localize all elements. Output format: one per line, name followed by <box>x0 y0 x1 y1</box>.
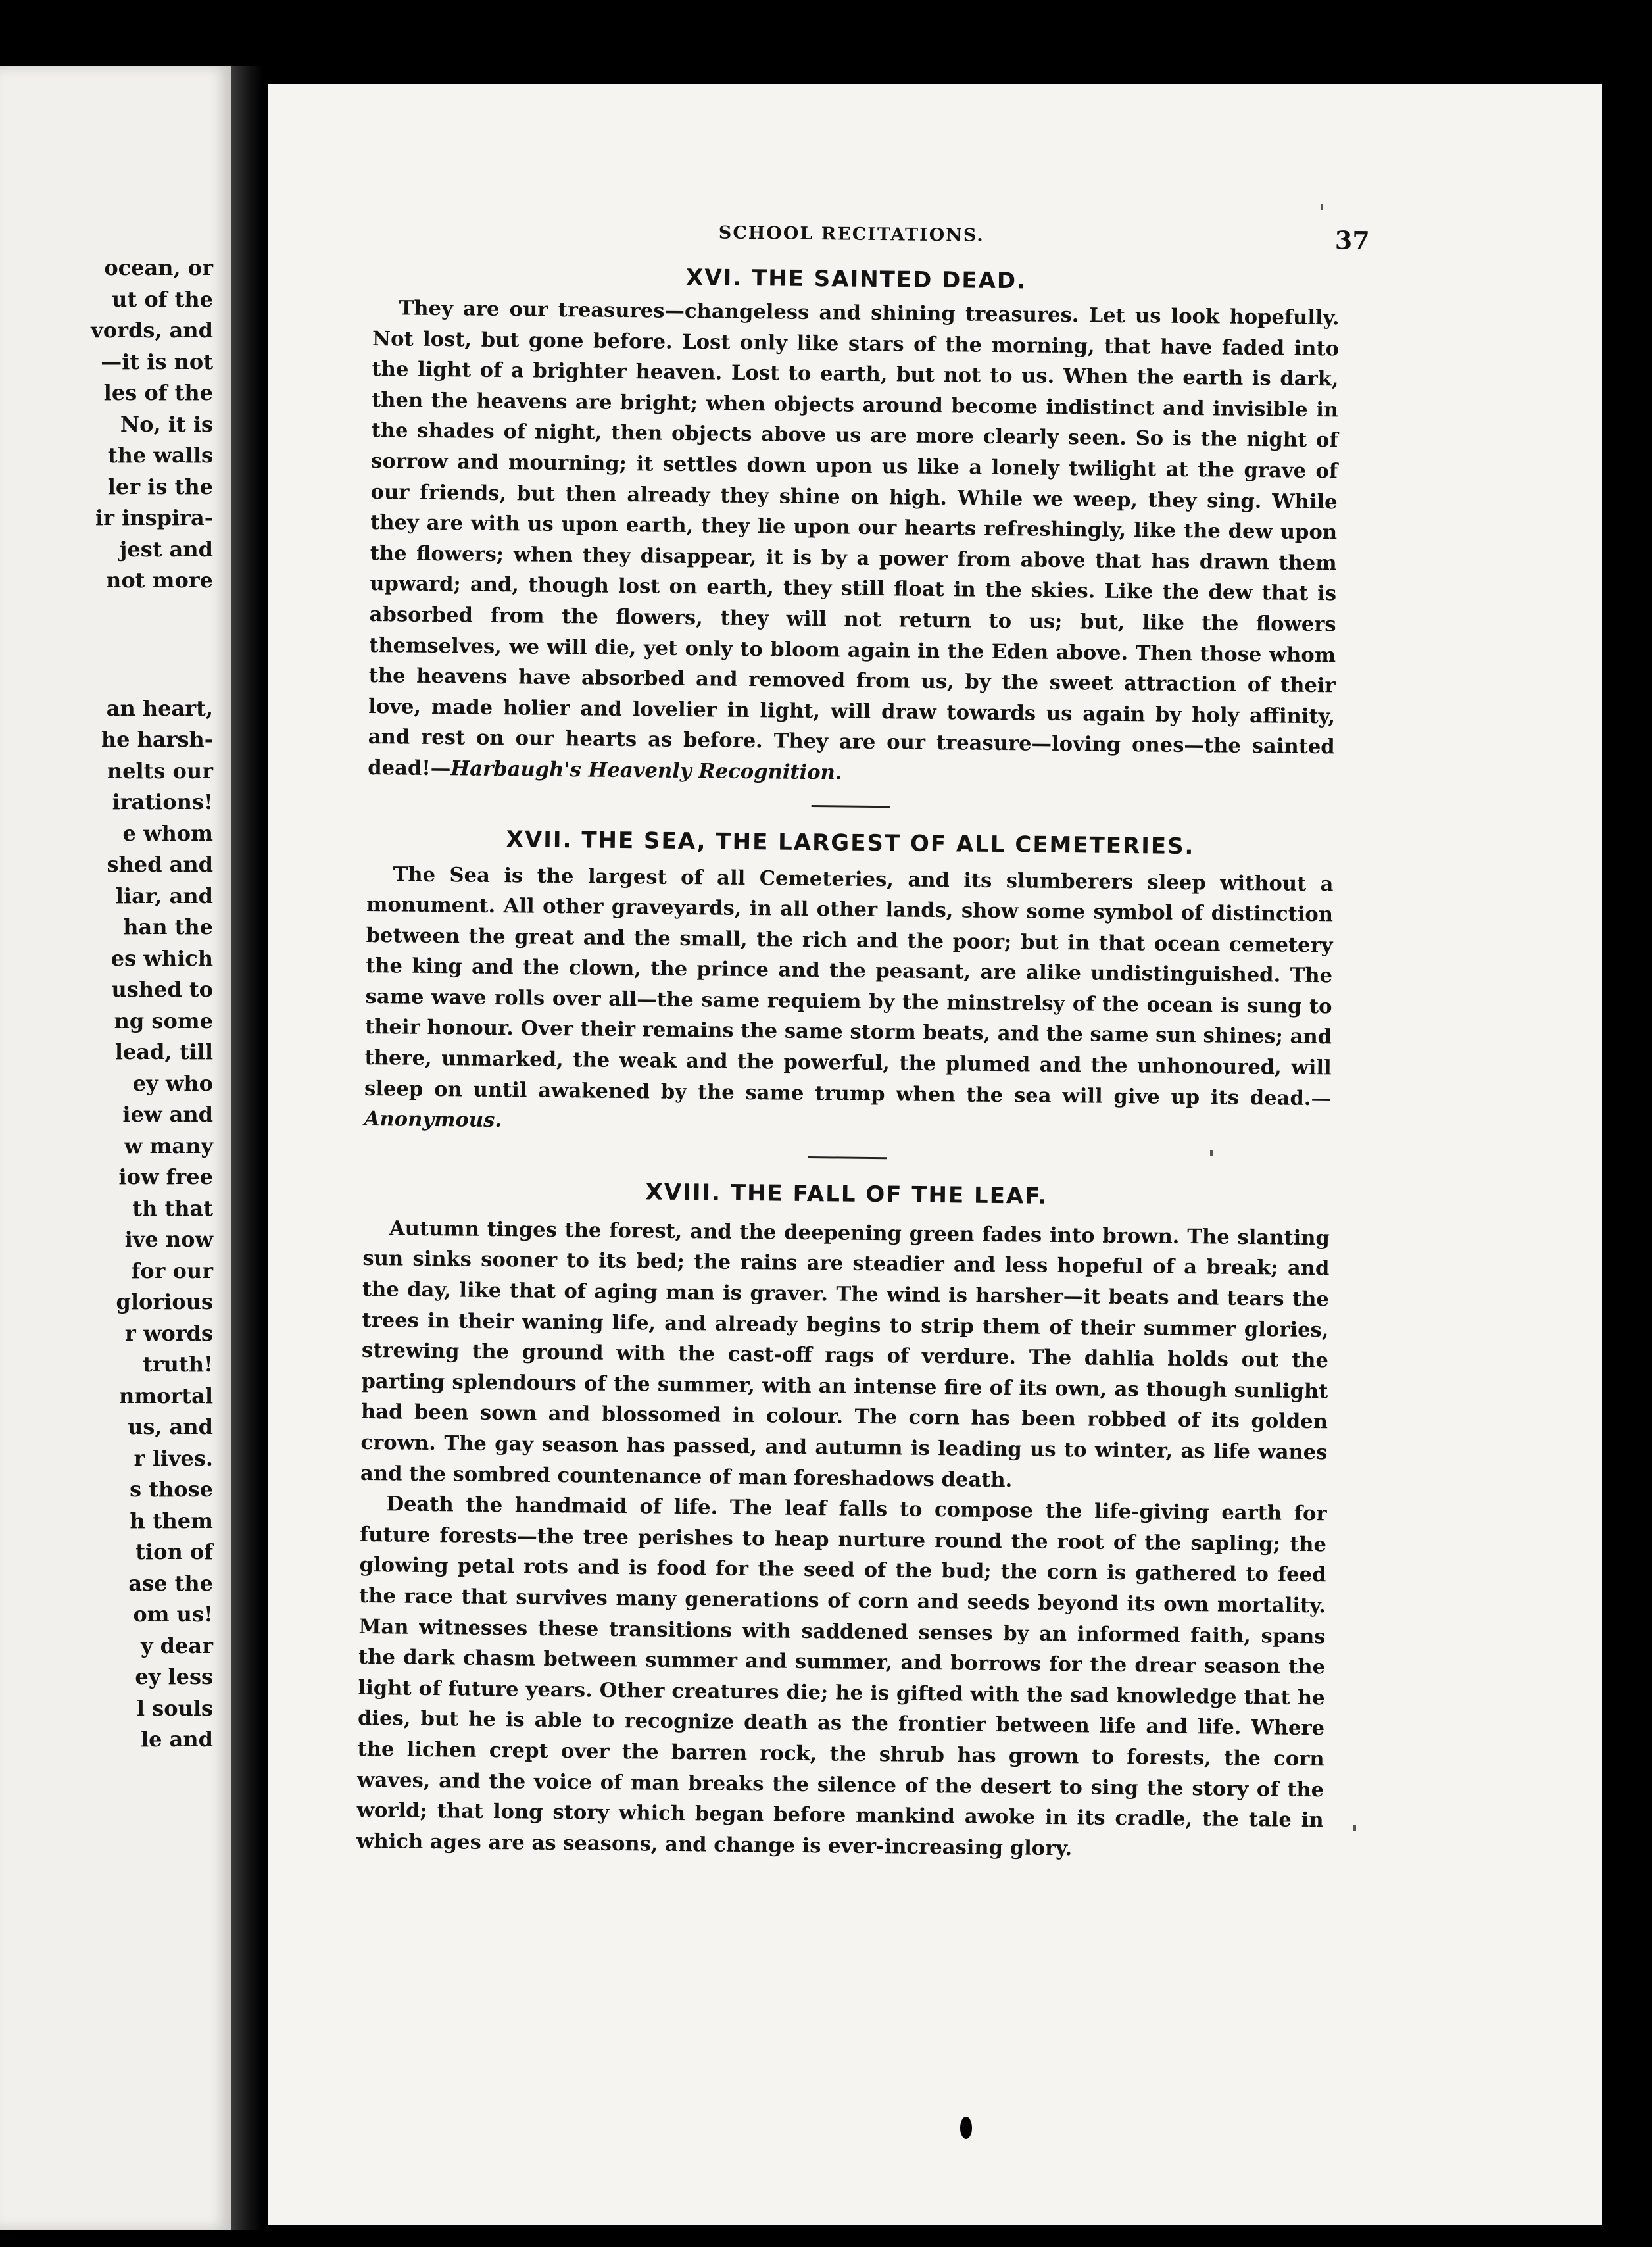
section-title: XVI. THE SAINTED DEAD. <box>685 264 1027 295</box>
ink-speck <box>1321 204 1323 210</box>
attribution: Harbaugh's Heavenly Recognition. <box>450 756 842 785</box>
previous-page-line: ushed to <box>111 977 213 1002</box>
attribution: Anonymous. <box>364 1107 502 1133</box>
previous-page-line: w many <box>124 1133 213 1158</box>
previous-page-line: shed and <box>107 852 213 877</box>
previous-page-line: e whom <box>122 820 213 846</box>
previous-page-line: ocean, or <box>104 255 213 280</box>
previous-page-line: iow free <box>118 1164 213 1189</box>
previous-page-line: han the <box>123 914 213 939</box>
previous-page-line: ler is the <box>107 474 213 499</box>
previous-page-line: nmortal <box>119 1383 213 1408</box>
previous-page-line: vords, and <box>91 318 213 343</box>
ink-blot <box>960 2117 972 2139</box>
previous-page-line: h them <box>130 1508 213 1533</box>
ink-speck <box>1210 1150 1213 1156</box>
section-title: XVIII. THE FALL OF THE LEAF. <box>645 1179 1048 1210</box>
page-number: 37 <box>1334 225 1370 255</box>
section-title: XVII. THE SEA, THE LARGEST OF ALL CEMETERIES. <box>506 826 1195 860</box>
page-content <box>356 219 1370 1867</box>
previous-page-line: y dear <box>140 1633 213 1658</box>
previous-page-line: an heart, <box>106 695 213 721</box>
previous-page-text <box>0 253 213 1756</box>
previous-page-line: nelts our <box>107 758 213 783</box>
previous-page-line: for our <box>131 1258 213 1283</box>
previous-page-line: ng some <box>114 1008 213 1033</box>
section-body <box>368 293 1340 793</box>
previous-page-line: om us! <box>133 1602 213 1627</box>
book-gutter <box>231 66 263 2230</box>
previous-page-line: lead, till <box>114 1039 213 1064</box>
section-sea-cemeteries <box>364 822 1334 1145</box>
previous-page-line: l souls <box>136 1695 213 1721</box>
running-head: SCHOOL RECITATIONS. <box>718 222 984 246</box>
previous-page-line: truth! <box>143 1352 213 1377</box>
previous-page-line: the walls <box>107 443 213 468</box>
book-page <box>268 84 1602 2225</box>
previous-page-line: —it is not <box>101 349 213 374</box>
previous-page-line: es which <box>110 945 213 971</box>
previous-page-line: jest and <box>119 536 213 562</box>
previous-page-line: ey who <box>132 1070 213 1096</box>
previous-page-line: les of the <box>103 380 213 405</box>
section-divider <box>808 1156 887 1159</box>
ink-speck <box>1353 1825 1356 1831</box>
previous-page-line: ir inspira- <box>95 505 213 530</box>
body-text: The Sea is the largest of all Cemeteries, and its slumberers sleep without a monument. All other graveyards, in all other lands, show some symbol of distinction between the great and the small, the rich and the poor; but in that ocean cemetery the king and the clown, the prince and the peasant, are alike undistinguished. The same wave rolls over all—the same requiem by the minstrelsy of the ocean is sung to their honour. Over their remains the same storm beats, and the same sun shines; and there, unmarked, the weak and the powerful, the plumed and the unhonoured, will sleep on until awakened by the same trump when the sea will give up its dead.— <box>364 862 1334 1110</box>
previous-page-line: No, it is <box>120 411 213 437</box>
previous-page-line: tion of <box>135 1539 213 1564</box>
previous-page-line: ive now <box>124 1227 213 1252</box>
previous-page-gap <box>0 597 213 693</box>
previous-page-line: th that <box>132 1195 213 1221</box>
previous-page-line: iew and <box>122 1102 213 1127</box>
previous-page-line: he harsh- <box>101 727 213 752</box>
previous-page-line: ase the <box>128 1570 213 1596</box>
section-paragraph: Autumn tinges the forest, and the deepening green fades into brown. The slanting sun sinks sooner to its bed; the rains are steadier and less hopeful of a break; and the day, like that of aging man is graver. The wind is harsher—it beats and tears the trees in their waning life, and already begins to strip them of their summer glories, strewing the ground with the cast-off rags of verdure. The dahlia holds out the parting splendours of the summer, with an intense fire of its own, as though sunlight had been sown and blossomed in colour. The corn has been robbed of its golden crown. The gay season has passed, and autumn is leading us to winter, as life wanes and the sombred countenance of man foreshadows death. <box>360 1216 1330 1492</box>
previous-page-fragment <box>0 66 233 2230</box>
section-divider <box>812 805 890 808</box>
section-fall-of-leaf <box>356 1173 1330 1867</box>
section-sainted-dead <box>368 259 1340 793</box>
section-body <box>364 858 1333 1145</box>
previous-page-line: irations! <box>112 789 213 814</box>
section-paragraph: Death the handmaid of life. The leaf falls to compose the life-giving earth for future forests—the tree perishes to heap nurture round the root of the sapling; the glowing petal rots and is food for the seed of the bud; the corn is gathered to feed the race that survives many generations of corn and seeds beyond its own mortality. Man witnesses these transitions with saddened senses by an informed faith, spans the dark chasm between summer and summer, and borrows for the drear season the light of future years. Other creatures die; he is gifted with the sad knowledge that he dies, but he is able to recognize death as the frontier between life and life. Where the lichen crept over the barren rock, the shrub has grown to forests, the corn waves, and the voice of man breaks the silence of the desert to sing the story of the world; that long story which began before mankind awoke in its cradle, the tale in which ages are as seasons, and change is ever-increasing glory. <box>356 1492 1327 1860</box>
previous-page-line: liar, and <box>115 883 213 908</box>
previous-page-line: s those <box>130 1477 213 1502</box>
previous-page-line: ey less <box>135 1664 213 1689</box>
previous-page-line: le and <box>140 1727 213 1752</box>
previous-page-line: glorious <box>116 1289 213 1314</box>
body-text: They are our treasures—changeless and shining treasures. Let us look hopefully. Not lost, but gone before. Lost only like stars of the morning, that have faded into the light of a brighter heaven. Lost to earth, but not to us. When the earth is dark, then the heavens are bright; when objects around become indistinct and invisible in the shades of night, then objects above us are more clearly seen. So is the night of sorrow and mourning; it settles down upon us like a lonely twilight at the grave of our friends, but then already they shine on high. While we weep, they sing. While they are with us upon earth, they lie upon our hearts refreshingly, like the dew upon the flowers; when they disappear, it is by a power from above that has drawn them upward; and, though lost on earth, they still float in the skies. Like the dew that is absorbed from the flowers, they will not return to us; but, like the flowers themselves, we will die, yet only to bloom again in the Eden above. Then those whom the heavens have absorbed and removed from us, by the sweet attraction of their love, made holier and lovelier in light, will draw towards us again by holy affinity, and rest on our hearts as before. They are our treasure—loving ones—the sainted dead!— <box>368 296 1340 781</box>
previous-page-line: ut of the <box>112 286 213 312</box>
previous-page-line: r lives. <box>134 1445 213 1471</box>
previous-page-line: us, and <box>128 1414 213 1439</box>
previous-page-line: not more <box>106 568 213 593</box>
previous-page-line: r words <box>124 1320 213 1346</box>
